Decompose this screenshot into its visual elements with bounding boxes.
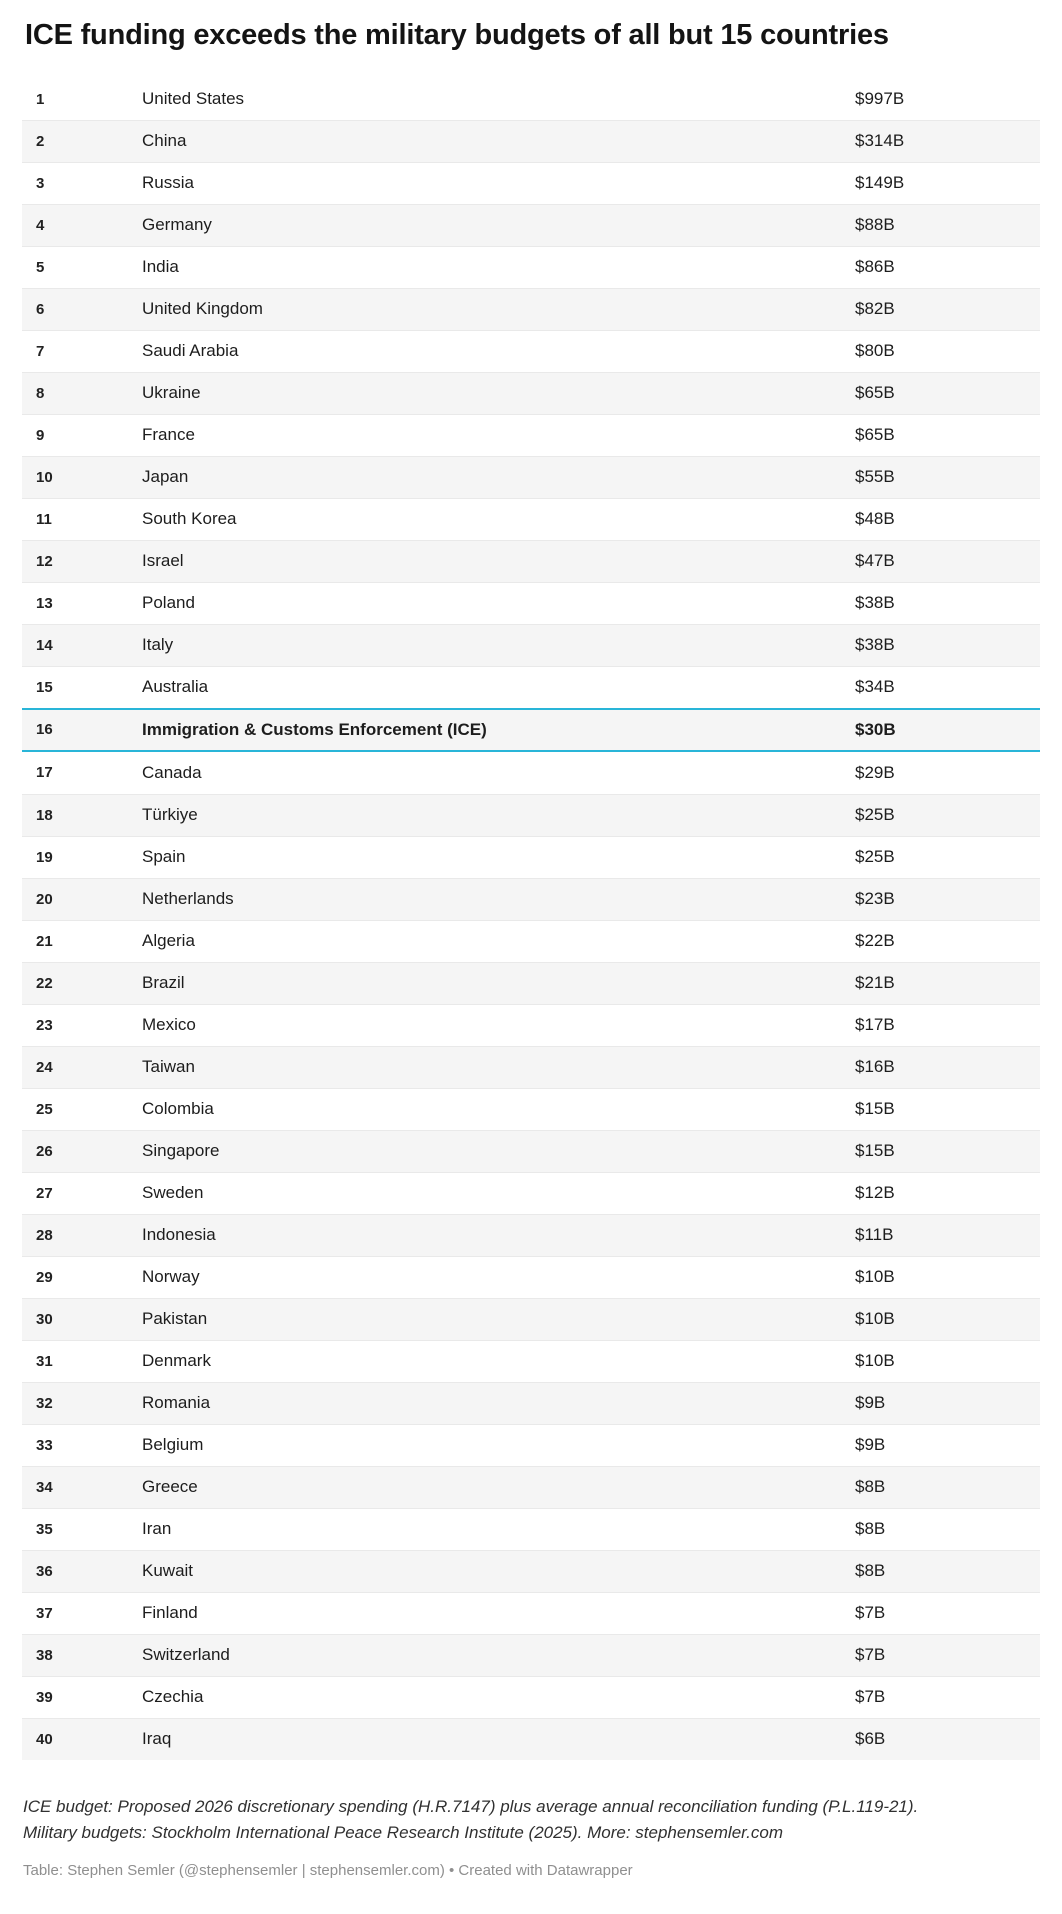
- table-row: [22, 1466, 1040, 1508]
- row-country: Japan: [142, 467, 189, 487]
- table-row: [22, 794, 1040, 836]
- row-rank: 21: [36, 932, 53, 950]
- row-country: Türkiye: [142, 805, 198, 825]
- table-row: [22, 1382, 1040, 1424]
- row-rank: 2: [36, 132, 45, 150]
- row-value: $65B: [855, 383, 895, 403]
- table-row: [22, 414, 1040, 456]
- row-value: $7B: [855, 1687, 886, 1707]
- row-country: United States: [142, 89, 245, 109]
- row-rank: 11: [36, 510, 52, 528]
- row-rank: 29: [36, 1268, 53, 1286]
- row-rank: 13: [36, 594, 53, 612]
- row-value: $38B: [855, 635, 895, 655]
- table-row: [22, 78, 1040, 120]
- row-rank: 3: [36, 174, 45, 192]
- row-country: South Korea: [142, 509, 237, 529]
- row-value: $22B: [855, 931, 895, 951]
- row-value: $48B: [855, 509, 895, 529]
- row-value: $29B: [855, 762, 895, 782]
- row-country: Germany: [142, 215, 212, 235]
- table-row: [22, 1004, 1040, 1046]
- row-rank: 12: [36, 552, 53, 570]
- row-country: China: [142, 131, 187, 151]
- row-rank: 5: [36, 258, 45, 276]
- table-row: [22, 624, 1040, 666]
- table-row: [22, 962, 1040, 1004]
- table-row: [22, 372, 1040, 414]
- row-value: $25B: [855, 805, 895, 825]
- table-row: [22, 1424, 1040, 1466]
- row-rank: 27: [36, 1184, 53, 1202]
- row-value: $17B: [855, 1015, 895, 1035]
- row-country: Russia: [142, 173, 194, 193]
- row-rank: 25: [36, 1100, 53, 1118]
- row-value: $15B: [855, 1141, 895, 1161]
- table-row: [22, 1634, 1040, 1676]
- row-value: $25B: [855, 847, 895, 867]
- row-value: $8B: [855, 1519, 886, 1539]
- row-rank: 40: [36, 1730, 53, 1748]
- row-country: Finland: [142, 1603, 198, 1623]
- source-notes: [23, 1794, 1032, 1846]
- row-country: Italy: [142, 635, 174, 655]
- row-value: $997B: [855, 89, 905, 109]
- row-country: Poland: [142, 593, 195, 613]
- row-rank: 24: [36, 1058, 53, 1076]
- row-country: Mexico: [142, 1015, 196, 1035]
- row-country: Singapore: [142, 1141, 220, 1161]
- table-row: [22, 1214, 1040, 1256]
- row-country: Immigration & Customs Enforcement (ICE): [142, 719, 487, 739]
- table-row: [22, 246, 1040, 288]
- row-country: Netherlands: [142, 889, 234, 909]
- row-value: $16B: [855, 1057, 895, 1077]
- table-row: [22, 1340, 1040, 1382]
- row-rank: 15: [36, 678, 53, 696]
- row-country: Brazil: [142, 973, 185, 993]
- row-value: $47B: [855, 551, 895, 571]
- table-row: [22, 1256, 1040, 1298]
- table-row: [22, 204, 1040, 246]
- table-row: [22, 752, 1040, 794]
- row-value: $34B: [855, 677, 895, 697]
- row-country: Belgium: [142, 1435, 204, 1455]
- row-rank: 23: [36, 1016, 53, 1034]
- row-rank: 39: [36, 1688, 53, 1706]
- row-country: Czechia: [142, 1687, 204, 1707]
- row-rank: 20: [36, 890, 53, 908]
- row-rank: 7: [36, 342, 45, 360]
- note-line-2: Military budgets: Stockholm International Peace Research Institute (2025). More: stephensemler.com: [23, 1822, 784, 1842]
- row-rank: 33: [36, 1436, 53, 1454]
- row-rank: 26: [36, 1142, 53, 1160]
- table-row: [22, 1172, 1040, 1214]
- row-value: $86B: [855, 257, 895, 277]
- note-line-1: ICE budget: Proposed 2026 discretionary spending (H.R.7147) plus average annual reconciliation funding (P.L.119-21).: [23, 1796, 919, 1816]
- row-value: $8B: [855, 1477, 886, 1497]
- row-country: France: [142, 425, 195, 445]
- table-row: [22, 120, 1040, 162]
- row-value: $149B: [855, 173, 905, 193]
- row-country: Colombia: [142, 1099, 214, 1119]
- row-country: Taiwan: [142, 1057, 195, 1077]
- row-rank: 36: [36, 1562, 53, 1580]
- row-value: $65B: [855, 425, 895, 445]
- row-rank: 1: [36, 90, 45, 108]
- row-country: Ukraine: [142, 383, 201, 403]
- row-value: $6B: [855, 1729, 886, 1749]
- row-value: $314B: [855, 131, 905, 151]
- table-row: [22, 1088, 1040, 1130]
- row-value: $30B: [855, 719, 896, 739]
- row-rank: 19: [36, 848, 53, 866]
- budget-table: [22, 78, 1040, 1760]
- page-title: ICE funding exceeds the military budgets of all but 15 countries: [25, 19, 889, 51]
- row-rank: 35: [36, 1520, 53, 1538]
- row-rank: 9: [36, 426, 45, 444]
- row-rank: 38: [36, 1646, 53, 1664]
- credit-line: Table: Stephen Semler (@stephensemler | stephensemler.com) • Created with Datawrapper: [23, 1862, 633, 1880]
- table-row: [22, 1046, 1040, 1088]
- table-row: [22, 330, 1040, 372]
- row-country: India: [142, 257, 179, 277]
- row-rank: 18: [36, 806, 53, 824]
- row-rank: 34: [36, 1478, 53, 1496]
- row-value: $15B: [855, 1099, 895, 1119]
- row-country: Pakistan: [142, 1309, 208, 1329]
- row-value: $10B: [855, 1351, 895, 1371]
- row-country: Iraq: [142, 1729, 172, 1749]
- table-row: [22, 1508, 1040, 1550]
- row-value: $38B: [855, 593, 895, 613]
- table-row: [22, 666, 1040, 708]
- table-row: [22, 162, 1040, 204]
- table-row: [22, 540, 1040, 582]
- row-value: $9B: [855, 1393, 886, 1413]
- table-row: [22, 288, 1040, 330]
- table-row: [22, 1676, 1040, 1718]
- row-rank: 17: [36, 764, 53, 782]
- row-rank: 8: [36, 384, 45, 402]
- row-value: $7B: [855, 1645, 886, 1665]
- row-value: $7B: [855, 1603, 886, 1623]
- row-country: Spain: [142, 847, 186, 867]
- row-rank: 10: [36, 468, 53, 486]
- row-value: $8B: [855, 1561, 886, 1581]
- row-value: $88B: [855, 215, 895, 235]
- row-country: Sweden: [142, 1183, 204, 1203]
- row-value: $80B: [855, 341, 895, 361]
- row-rank: 22: [36, 974, 53, 992]
- row-country: United Kingdom: [142, 299, 263, 319]
- row-country: Australia: [142, 677, 209, 697]
- row-country: Norway: [142, 1267, 200, 1287]
- row-country: Romania: [142, 1393, 211, 1413]
- table-row: [22, 920, 1040, 962]
- table-row: [22, 878, 1040, 920]
- table-row: [22, 582, 1040, 624]
- row-value: $82B: [855, 299, 895, 319]
- table-row: [22, 1298, 1040, 1340]
- row-country: Kuwait: [142, 1561, 194, 1581]
- row-rank: 6: [36, 300, 45, 318]
- row-value: $11B: [855, 1225, 894, 1245]
- row-value: $9B: [855, 1435, 886, 1455]
- row-rank: 30: [36, 1310, 53, 1328]
- table-row: [22, 1550, 1040, 1592]
- row-rank: 4: [36, 216, 45, 234]
- row-rank: 31: [36, 1352, 53, 1370]
- row-value: $10B: [855, 1309, 895, 1329]
- row-rank: 32: [36, 1394, 53, 1412]
- row-value: $10B: [855, 1267, 895, 1287]
- row-value: $23B: [855, 889, 895, 909]
- row-country: Indonesia: [142, 1225, 216, 1245]
- row-value: $21B: [855, 973, 895, 993]
- row-rank: 37: [36, 1604, 53, 1622]
- table-row: [22, 1592, 1040, 1634]
- row-country: Denmark: [142, 1351, 211, 1371]
- row-country: Israel: [142, 551, 184, 571]
- row-country: Switzerland: [142, 1645, 230, 1665]
- row-rank: 14: [36, 636, 53, 654]
- table-row: [22, 836, 1040, 878]
- row-value: $12B: [855, 1183, 895, 1203]
- row-rank: 16: [36, 721, 53, 739]
- table-row: [22, 1718, 1040, 1760]
- row-country: Greece: [142, 1477, 198, 1497]
- row-country: Canada: [142, 762, 202, 782]
- row-value: $55B: [855, 467, 895, 487]
- table-row-highlight-ice: [22, 708, 1040, 752]
- table-row: [22, 456, 1040, 498]
- row-country: Iran: [142, 1519, 172, 1539]
- table-row: [22, 1130, 1040, 1172]
- row-rank: 28: [36, 1226, 53, 1244]
- table-row: [22, 498, 1040, 540]
- row-country: Saudi Arabia: [142, 341, 239, 361]
- row-country: Algeria: [142, 931, 195, 951]
